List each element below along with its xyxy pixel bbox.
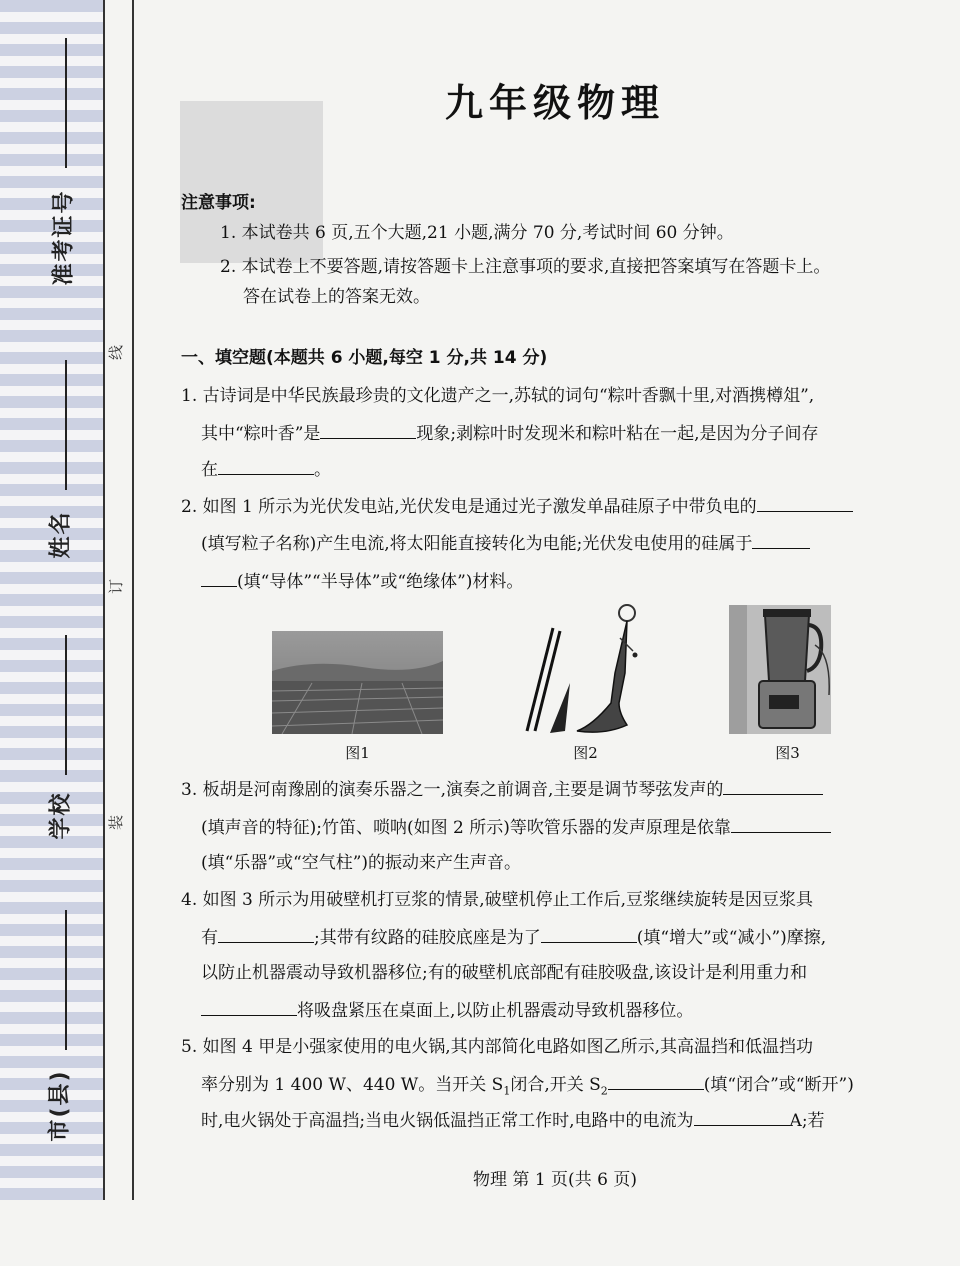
q3-line1-text: 3. 板胡是河南豫剧的演奏乐器之一,演奏之前调音,主要是调节琴弦发声的 [181, 780, 724, 800]
q4-line2-text-a: 有 [201, 928, 218, 948]
binding-line [103, 0, 105, 1200]
subscript-2: 2 [600, 1084, 608, 1098]
q3-line2 [201, 816, 831, 839]
name-label: 姓名 [48, 510, 74, 559]
q4-line2-text-b: ;其带有纹路的硅胶底座是为了 [314, 928, 541, 948]
cut-line [132, 0, 134, 1200]
q4-line2-text-c: (填“增大”或“减小”)摩擦, [636, 928, 827, 948]
figure-2-caption: 图2 [573, 744, 598, 762]
answer-blank [201, 570, 237, 587]
page-title: 九年级物理 [444, 81, 665, 125]
q5-line2-text-a: 率分别为 1 400 W、440 W。当开关 S [201, 1075, 504, 1095]
notice-item-2-cont: 答在试卷上的答案无效。 [243, 287, 430, 307]
binding-mark-bind: 装 [107, 814, 126, 831]
q1-line2-text-b: 现象;剥粽叶时发现米和粽叶粘在一起,是因为分子间存 [416, 424, 819, 444]
q2-line3-text: (填“导体”“半导体”或“绝缘体”)材料。 [237, 572, 524, 592]
q1-line1: 1. 古诗词是中华民族最珍贵的文化遗产之一,苏轼的词句“粽叶香飘十里,对酒携樽俎”, [181, 386, 815, 406]
answer-blank [218, 458, 314, 475]
q5-line2 [201, 1073, 854, 1102]
subscript-1: 1 [503, 1084, 511, 1098]
q5-line3-text-b: A;若 [789, 1111, 825, 1131]
q1-line3-text-a: 在 [201, 460, 218, 480]
binding-strip [0, 0, 103, 1200]
q2-line1 [181, 495, 853, 518]
q5-line2-text-b: 闭合,开关 S [510, 1075, 601, 1095]
q2-line2 [201, 532, 810, 555]
q1-line3 [201, 458, 331, 481]
answer-blank [694, 1109, 790, 1126]
notice-heading: 注意事项: [181, 193, 256, 213]
name-line [65, 360, 67, 490]
answer-blank [320, 422, 416, 439]
q1-line2 [201, 422, 819, 445]
figure-3-blender [729, 605, 831, 734]
answer-blank [218, 926, 314, 943]
figure-2-flute-suona [515, 603, 650, 736]
q4-line4 [201, 999, 693, 1022]
answer-blank [201, 999, 297, 1016]
q2-line2-text: (填写粒子名称)产生电流,将太阳能直接转化为电能;光伏发电使用的硅属于 [201, 534, 753, 554]
q5-line2-text-c: (填“闭合”或“断开”) [703, 1075, 854, 1095]
notice-item-2: 2. 本试卷上不要答题,请按答题卡上注意事项的要求,直接把答案填写在答题卡上。 [220, 257, 831, 277]
q5-line3 [201, 1109, 825, 1132]
page-footer: 物理 第 1 页(共 6 页) [473, 1170, 637, 1190]
city-line [65, 910, 67, 1050]
q1-line2-text-a: 其中“粽叶香”是 [201, 424, 321, 444]
exam-id-label: 准考证号 [51, 189, 77, 286]
q2-line3 [201, 570, 523, 593]
answer-blank [752, 532, 810, 549]
q1-line3-text-b: 。 [314, 460, 331, 480]
section-heading: 一、填空题(本题共 6 小题,每空 1 分,共 14 分) [181, 348, 548, 368]
answer-blank [608, 1073, 704, 1090]
answer-blank [723, 778, 823, 795]
figure-1-caption: 图1 [345, 744, 370, 762]
q4-line1: 4. 如图 3 所示为用破壁机打豆浆的情景,破壁机停止工作后,豆浆继续旋转是因豆浆具 [181, 890, 814, 910]
q5-line1: 5. 如图 4 甲是小强家使用的电火锅,其内部简化电路如图乙所示,其高温挡和低温挡功 [181, 1037, 814, 1057]
school-line [65, 635, 67, 775]
q5-line3-text-a: 时,电火锅处于高温挡;当电火锅低温挡正常工作时,电路中的电流为 [201, 1111, 694, 1131]
answer-blank [541, 926, 637, 943]
q4-line4-text: 将吸盘紧压在桌面上,以防止机器震动导致机器移位。 [297, 1001, 694, 1021]
binding-mark-order: 订 [107, 578, 126, 595]
city-label: 市(县) [47, 1069, 73, 1142]
figure-3-caption: 图3 [775, 744, 800, 762]
notice-item-1: 1. 本试卷共 6 页,五个大题,21 小题,满分 70 分,考试时间 60 分钟。 [220, 223, 734, 243]
answer-blank [731, 816, 831, 833]
q4-line2 [201, 926, 826, 949]
figure-1-solar-farm [272, 631, 443, 734]
q3-line1 [181, 778, 823, 801]
school-label: 学校 [48, 791, 74, 840]
q4-line3: 以防止机器震动导致机器移位;有的破壁机底部配有硅胶吸盘,该设计是利用重力和 [201, 963, 808, 983]
q3-line3: (填“乐器”或“空气柱”)的振动来产生声音。 [201, 853, 522, 873]
q2-line1-text: 2. 如图 1 所示为光伏发电站,光伏发电是通过光子激发单晶硅原子中带负电的 [181, 497, 757, 517]
answer-blank [757, 495, 853, 512]
q3-line2-text: (填声音的特征);竹笛、唢呐(如图 2 所示)等吹管乐器的发声原理是依靠 [201, 818, 731, 838]
binding-mark-line: 线 [107, 344, 126, 361]
